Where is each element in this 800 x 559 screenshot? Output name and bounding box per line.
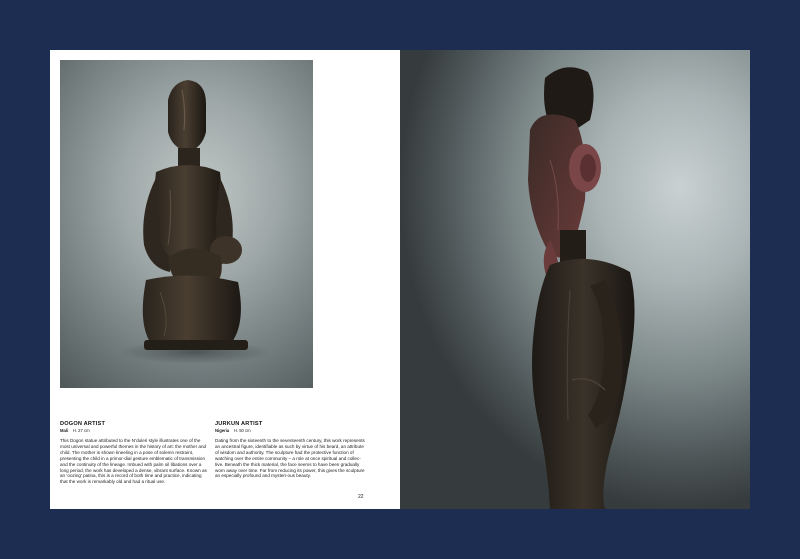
jurkun-figure-photo (400, 50, 750, 509)
entry-jurkun (215, 421, 365, 479)
entry-meta (60, 428, 210, 434)
entry-size: H. 27 cm (72, 428, 90, 433)
entry-body: This Dogon statue attributed to the N’duleri style illustrates one of the most universal and powerful themes in the history of art: the mother and child. The mother is shown kneeling in a pose of solemn restraint, presenting the child in a primor-dial gesture emblematic of transmission and the continuity of the lineage. Imbued with palm oil libations over a long period, the work has developed a dense, vibrant surface. Known as an ‘oozing’ patina, this is a record of both time and practice, indicating that the work is remarkably old and had a ritual use. (60, 438, 207, 485)
entry-size: H. 50 cm (233, 428, 251, 433)
entry-title: DOGON ARTIST (60, 421, 106, 427)
entry-origin: Mali (60, 428, 69, 433)
page-number: 22 (358, 494, 364, 500)
dogon-statue-photo (60, 60, 313, 388)
dogon-mother-child-figure (60, 60, 313, 388)
entry-origin: Nigeria (215, 428, 230, 433)
left-page (50, 50, 400, 509)
entry-meta (215, 428, 365, 434)
book-spread (50, 50, 750, 509)
jurkun-ancestral-figure (400, 50, 750, 509)
entry-dogon (60, 421, 210, 485)
entry-title: JURKUN ARTIST (215, 421, 263, 427)
entry-body: Dating from the sixteenth to the seventeenth century, this work represents an ancestral figure, identifiable as such by virtue of his beard, an attribute of wisdom and authority. The sculpture had the protective function of watching over the entire community – a role at once spiritual and collec-tive. Beneath the thick material, the face seems to have been gradually worn away over time. Far from reducing its power, this gives the sculpture an especially profound and mysteri-ous beauty. (215, 438, 365, 479)
